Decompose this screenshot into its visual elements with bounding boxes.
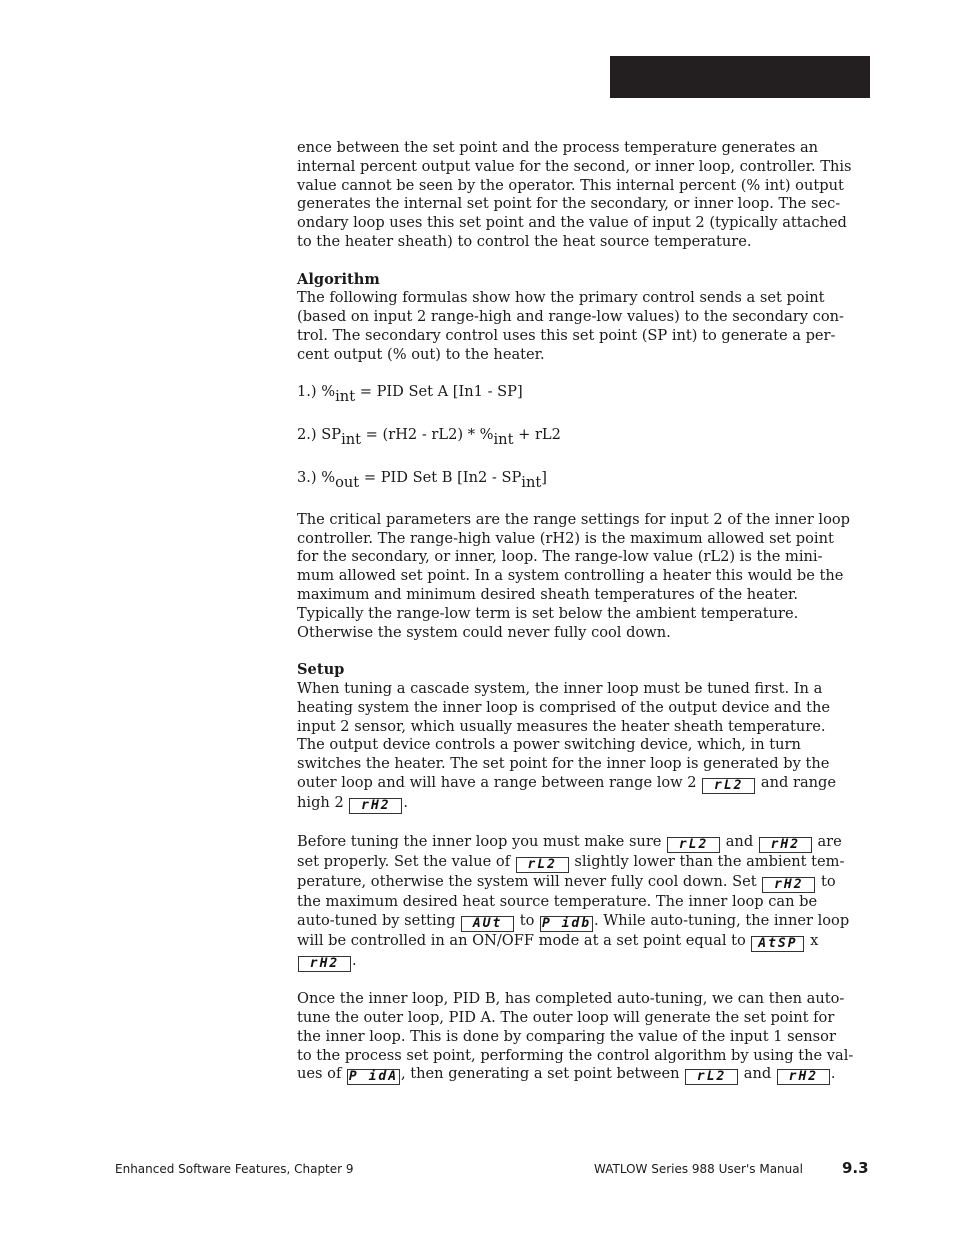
text-line: ondary loop uses this set point and the value of input 2 (typically attached: [297, 214, 847, 232]
text-line: When tuning a cascade system, the inner loop must be tuned first. In a: [297, 679, 823, 697]
text-line: internal percent output value for the second, or inner loop, controller. This: [297, 157, 852, 175]
intro-paragraph: [297, 139, 869, 252]
critical-paragraph: [297, 511, 869, 643]
formula-1: 1.) $\%_{int}$ = PID Set A [In1 - SP]: [297, 383, 523, 406]
text-line: for the secondary, or inner, loop. The range-low value (rL2) is the mini-: [297, 548, 823, 566]
text-line: the maximum desired heat source temperature. The inner loop can be: [297, 892, 818, 910]
text-line: (based on input 2 range-high and range-low values) to the secondary con-: [297, 308, 844, 326]
text-line: ues of P idA , then generating a set point between rL2 and rH2 .: [297, 1065, 836, 1085]
text-line: high 2 rH2 .: [297, 793, 409, 813]
text-line: the inner loop. This is done by comparing the value of the input 1 sensor: [297, 1027, 836, 1045]
text-line: perature, otherwise the system will never fully cool down. Set rH2 to: [297, 872, 836, 892]
outer-loop-paragraph: [297, 990, 869, 1085]
text-line: set properly. Set the value of rL2 slightly lower than the ambient tem-: [297, 852, 845, 872]
lcd-rl2: rL2: [667, 837, 720, 853]
text-line: rH2 .: [297, 952, 869, 972]
lcd-rh2: rH2: [759, 837, 812, 853]
text-line: heating system the inner loop is comprised of the output device and the: [297, 698, 830, 716]
text-line: outer loop and will have a range between range low 2 rL2 and range: [297, 773, 837, 793]
footer-manual-title: WATLOW Series 988 User's Manual: [594, 1162, 803, 1176]
text-line: maximum and minimum desired sheath temperatures of the heater.: [297, 585, 798, 603]
text-line: will be controlled in an ON/OFF mode at a set point equal to AtSP x: [297, 931, 819, 951]
text-line: trol. The secondary control uses this set point (SP int) to generate a per-: [297, 326, 836, 344]
lcd-rl2: rL2: [516, 857, 569, 873]
text-line: The output device controls a power switching device, which, in turn: [297, 736, 801, 754]
lcd-atsp: AtSP: [751, 936, 804, 952]
lcd-rh2: rH2: [349, 798, 402, 814]
text-line: cent output (% out) to the heater.: [297, 345, 545, 363]
text-line: generates the internal set point for the secondary, or inner loop. The sec-: [297, 195, 841, 213]
text-line: input 2 sensor, which usually measures the heater sheath temperature.: [297, 717, 826, 735]
text-line: Once the inner loop, PID B, has completed auto-tuning, we can then auto-: [297, 990, 845, 1008]
text-line: The following formulas show how the primary control sends a set point: [297, 289, 825, 307]
lcd-rh2: rH2: [777, 1069, 830, 1085]
formula-3: 3.) $\%_{out}$ = PID Set B $[In2 - SP_{int}]$: [297, 468, 547, 491]
lcd-rl2: rL2: [685, 1069, 738, 1085]
lcd-pidb: P idb: [541, 915, 592, 931]
page-number: 9.3: [842, 1159, 869, 1177]
setup-section: [297, 661, 869, 814]
before-tuning-paragraph: [297, 833, 869, 972]
header-bar: [610, 56, 870, 98]
text-line: ence between the set point and the process temperature generates an: [297, 139, 819, 156]
text-line: mum allowed set point. In a system controlling a heater this would be the: [297, 567, 844, 585]
lcd-rh2: rH2: [762, 877, 815, 893]
text-line: to the heater sheath) to control the heat source temperature.: [297, 232, 752, 250]
text-line: Before tuning the inner loop you must make sure rL2 and rH2 are: [297, 832, 842, 852]
text-line: auto-tuned by setting AUt to P idb . While auto-tuning, the inner loop: [297, 911, 850, 931]
page-body: [297, 139, 869, 1085]
lcd-aut: AUt: [461, 916, 514, 932]
formula-2: 2.) $SP_{int} = (rH2 - rL2) * \%_{int} + rL2$: [297, 426, 561, 449]
text-line: Typically the range-low term is set below the ambient temperature.: [297, 604, 799, 622]
text-line: to the process set point, performing the control algorithm by using the val-: [297, 1046, 854, 1064]
algorithm-heading: Algorithm: [297, 270, 380, 288]
lcd-rh2: rH2: [298, 956, 351, 972]
footer-chapter: Enhanced Software Features, Chapter 9: [115, 1162, 354, 1176]
text-line: Otherwise the system could never fully cool down.: [297, 623, 671, 641]
text-line: switches the heater. The set point for the inner loop is generated by the: [297, 755, 830, 773]
text-line: tune the outer loop, PID A. The outer loop will generate the set point for: [297, 1009, 835, 1027]
lcd-pida: P idA: [348, 1069, 399, 1085]
algorithm-section: [297, 270, 869, 491]
lcd-rl2: rL2: [702, 778, 755, 794]
text-line: controller. The range-high value (rH2) is the maximum allowed set point: [297, 529, 834, 547]
setup-heading: Setup: [297, 661, 345, 679]
text-line: value cannot be seen by the operator. This internal percent (% int) output: [297, 176, 844, 194]
text-line: The critical parameters are the range settings for input 2 of the inner loop: [297, 510, 851, 528]
